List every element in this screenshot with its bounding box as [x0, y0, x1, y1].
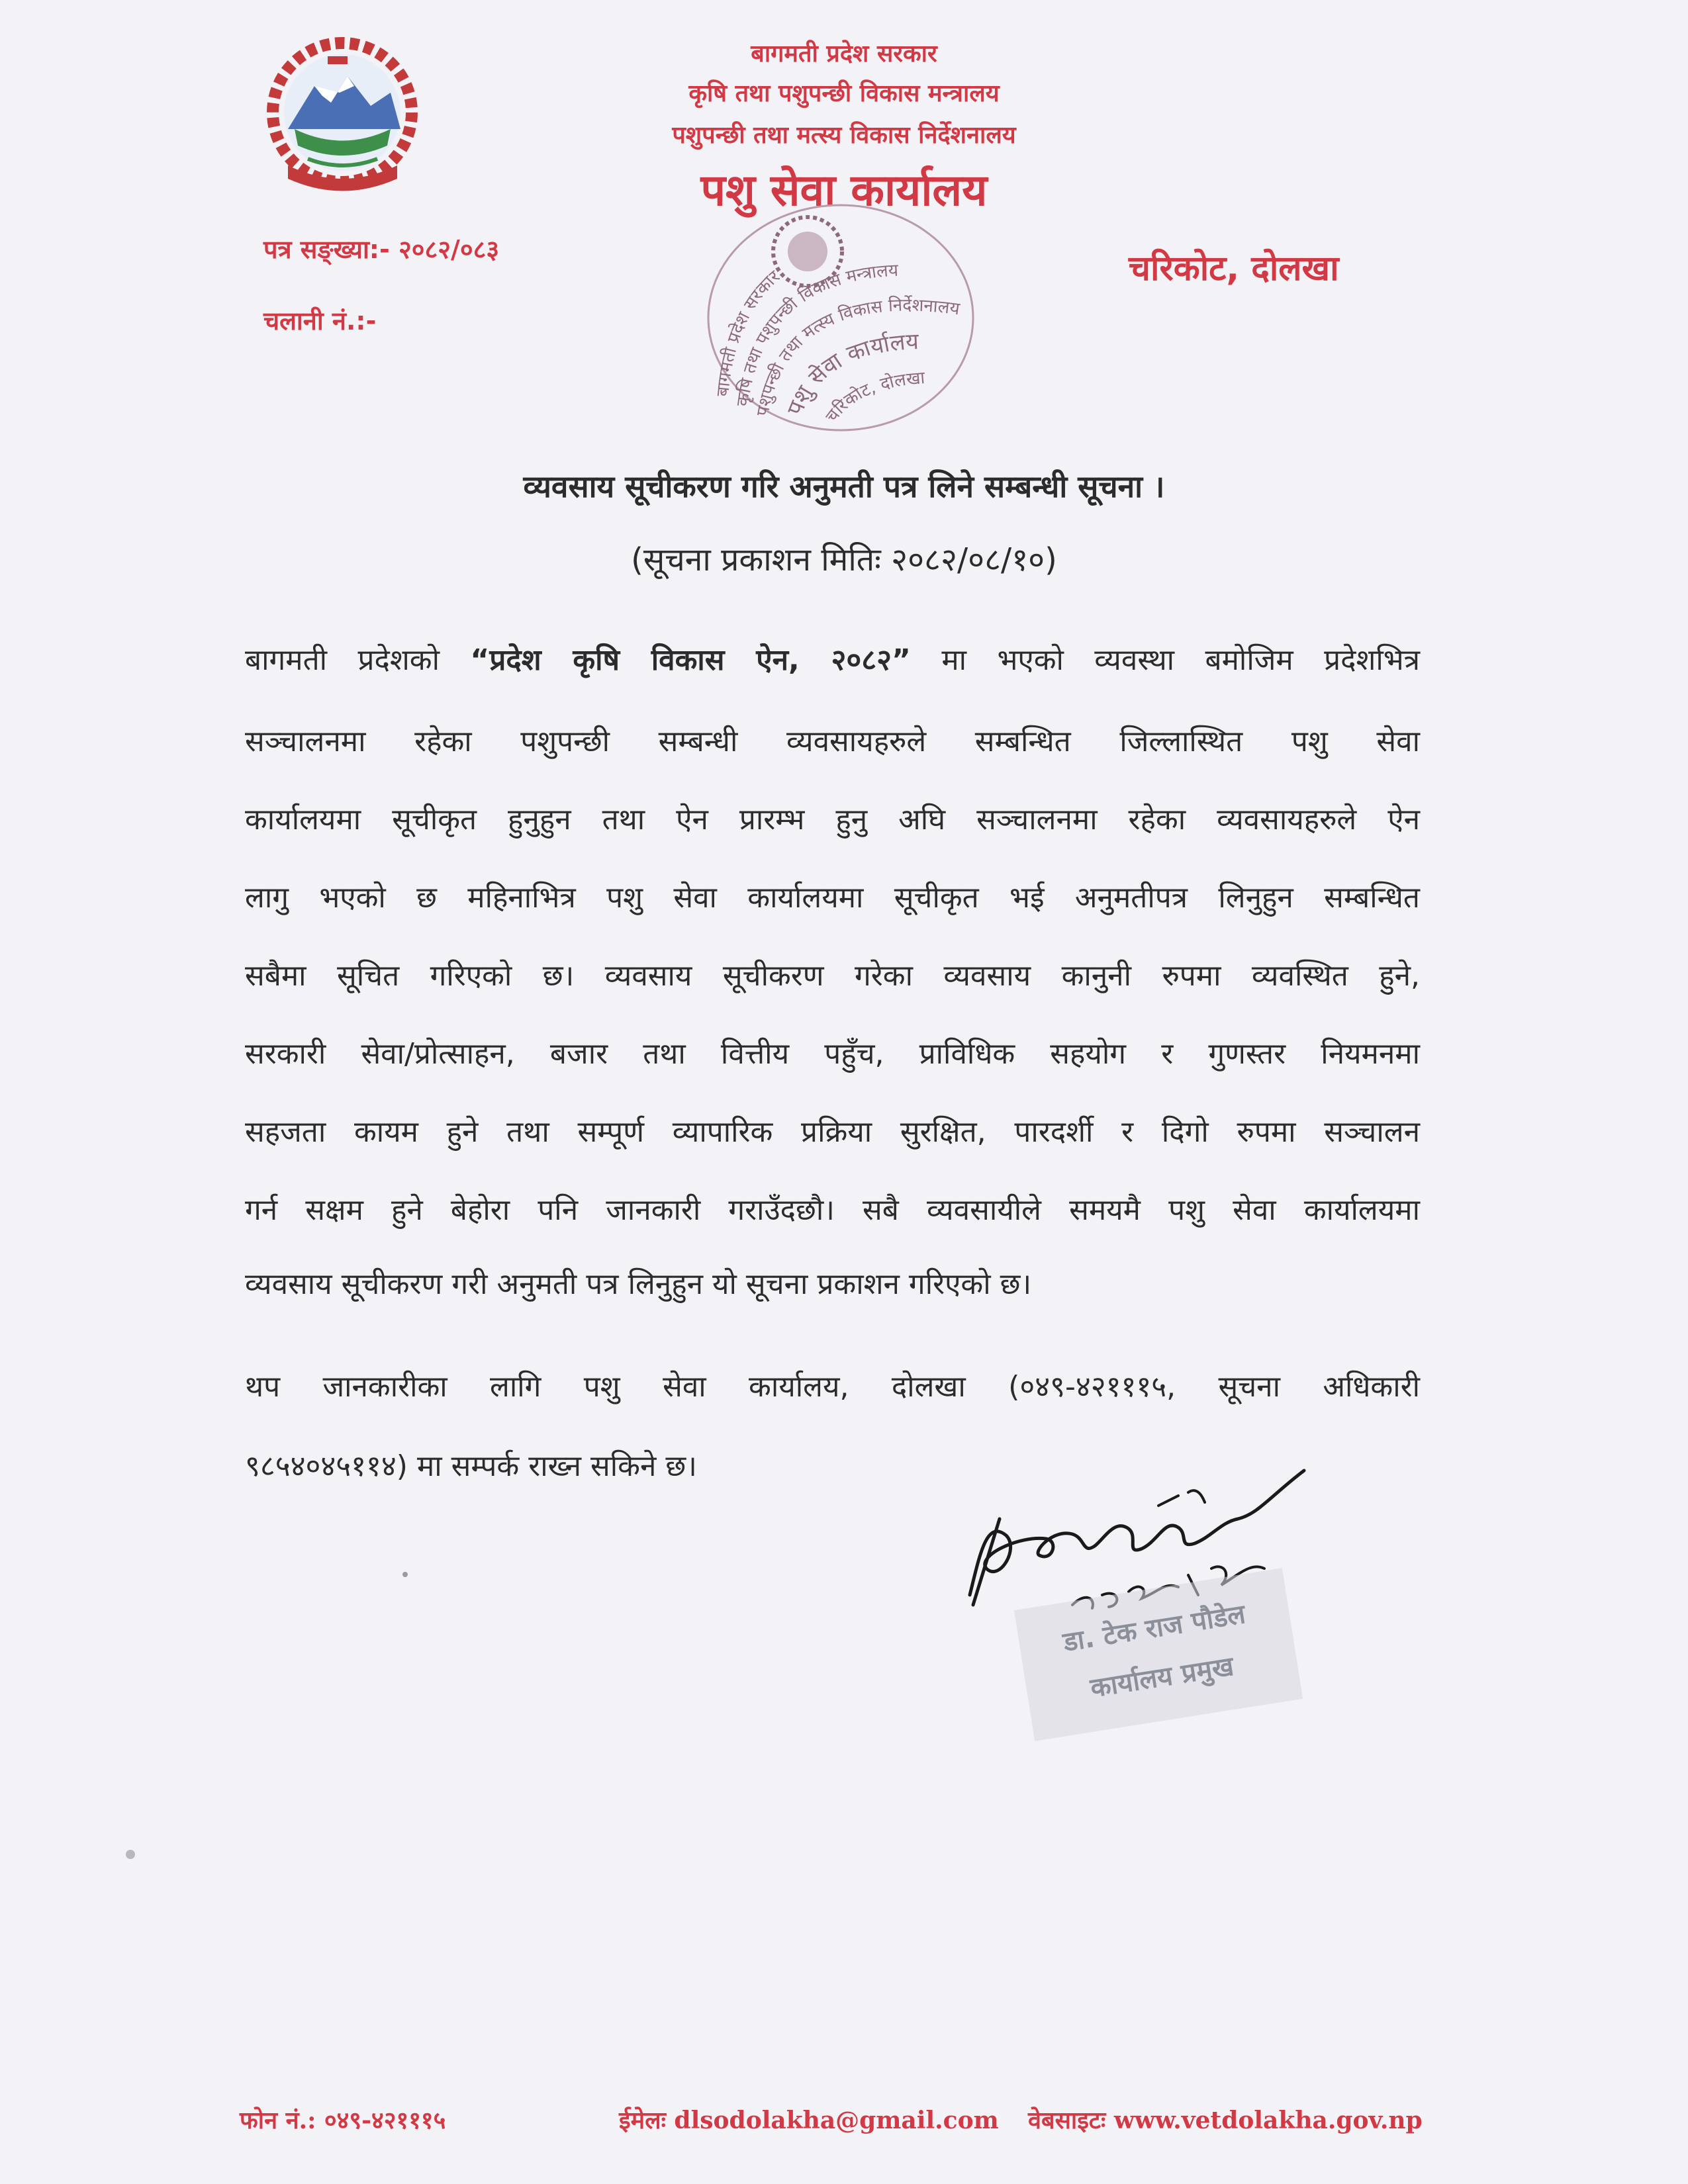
notice-publication-date: (सूचना प्रकाशन मितिः २०८२/०८/१०) [631, 541, 1057, 578]
notice-title: व्यवसाय सूचीकरण गरि अनुमती पत्र लिने सम्बन्धी सूचना । [523, 469, 1165, 504]
body-line: लागु भएको छ महिनाभित्र पशु सेवा कार्यालयमा सूचीकृत भई अनुमतीपत्र लिनुहुन सम्बन्धित [245, 881, 1420, 915]
footer-phone: फोन नं.: ०४९-४२१११५ [240, 2107, 446, 2134]
body-line: व्यवसाय सूचीकरण गरी अनुमती पत्र लिनुहुन यो सूचना प्रकाशन गरिएको छ। [245, 1267, 1032, 1301]
speck [402, 1572, 408, 1577]
footer-email[interactable]: ईमेलः dlsodolakha@gmail.com [619, 2107, 999, 2134]
body-line: गर्न सक्षम हुने बेहोरा पनि जानकारी गराउँदछौ। सबै व्यवसायीले समयमै पशु सेवा कार्यालयमा [245, 1193, 1420, 1227]
speck [126, 1850, 135, 1859]
signatory-title: कार्यालय प्रमुख [1088, 1651, 1236, 1704]
reference-number: पत्र सङ्ख्या:- २०८२/०८३ [263, 235, 500, 264]
body-text: बागमती प्रदेशको [245, 643, 471, 677]
letterhead-office-name: पशु सेवा कार्यालय [700, 165, 988, 216]
stamp-line-2: कृषि तथा पशुपन्छी विकास मन्त्रालय [733, 260, 899, 408]
stamp-line-4: पशु सेवा कार्यालय [781, 328, 919, 420]
body-line [245, 639, 1420, 678]
letterhead-government: बागमती प्रदेश सरकार [751, 40, 937, 68]
dispatch-number: चलानी नं.:- [263, 306, 377, 336]
contact-line: ९८५४०४५११४) मा सम्पर्क राख्न सकिने छ। [245, 1449, 697, 1483]
body-line: सहजता कायम हुने तथा सम्पूर्ण व्यापारिक प्रक्रिया सुरक्षित, पारदर्शी र दिगो रुपमा सञ्चालन [245, 1115, 1420, 1149]
letterhead-directorate: पशुपन्छी तथा मत्स्य विकास निर्देशनालय [672, 122, 1016, 149]
stamp-line-3: पशुपन्छी तथा मत्स्य विकास निर्देशनालय [753, 295, 961, 418]
body-line: कार्यालयमा सूचीकृत हुनुहुन तथा ऐन प्रारम्भ हुनु अघि सञ्चालनमा रहेका व्यवसायहरुले ऐन [245, 803, 1420, 837]
act-name: “प्रदेश कृषि विकास ऐन, २०८२” [470, 643, 911, 677]
body-line: सञ्चालनमा रहेका पशुपन्छी सम्बन्धी व्यवसायहरुले सम्बन्धित जिल्लास्थित पशु सेवा [245, 725, 1420, 758]
contact-line: थप जानकारीका लागि पशु सेवा कार्यालय, दोलखा (०४९-४२१११५, सूचना अधिकारी [245, 1370, 1420, 1404]
body-line: सरकारी सेवा/प्रोत्साहन, बजार तथा वित्तीय पहुँच, प्राविधिक सहयोग र गुणस्तर नियमनमा [245, 1037, 1420, 1071]
signatory-name: डा. टेक राज पौडेल [1061, 1599, 1248, 1658]
svg-text:चरिकोट, दोलखा [821, 368, 926, 426]
office-location: चरिकोट, दोलखा [1129, 249, 1339, 289]
stamp-line-1: बागमती प्रदेश सरकार [713, 267, 784, 398]
body-text: मा भएको व्यवस्था बमोजिम प्रदेशभित्र [910, 643, 1421, 677]
letterhead-ministry: कृषि तथा पशुपन्छी विकास मन्त्रालय [688, 80, 1000, 107]
footer-website[interactable]: वेबसाइटः www.vetdolakha.gov.np [1028, 2107, 1423, 2134]
body-line: सबैमा सूचित गरिएको छ। व्यवसाय सूचीकरण गरेका व्यवसाय कानुनी रुपमा व्यवस्थित हुने, [245, 959, 1420, 993]
office-seal-stamp [702, 199, 980, 437]
stamp-line-5: चरिकोट, दोलखा [821, 368, 926, 427]
